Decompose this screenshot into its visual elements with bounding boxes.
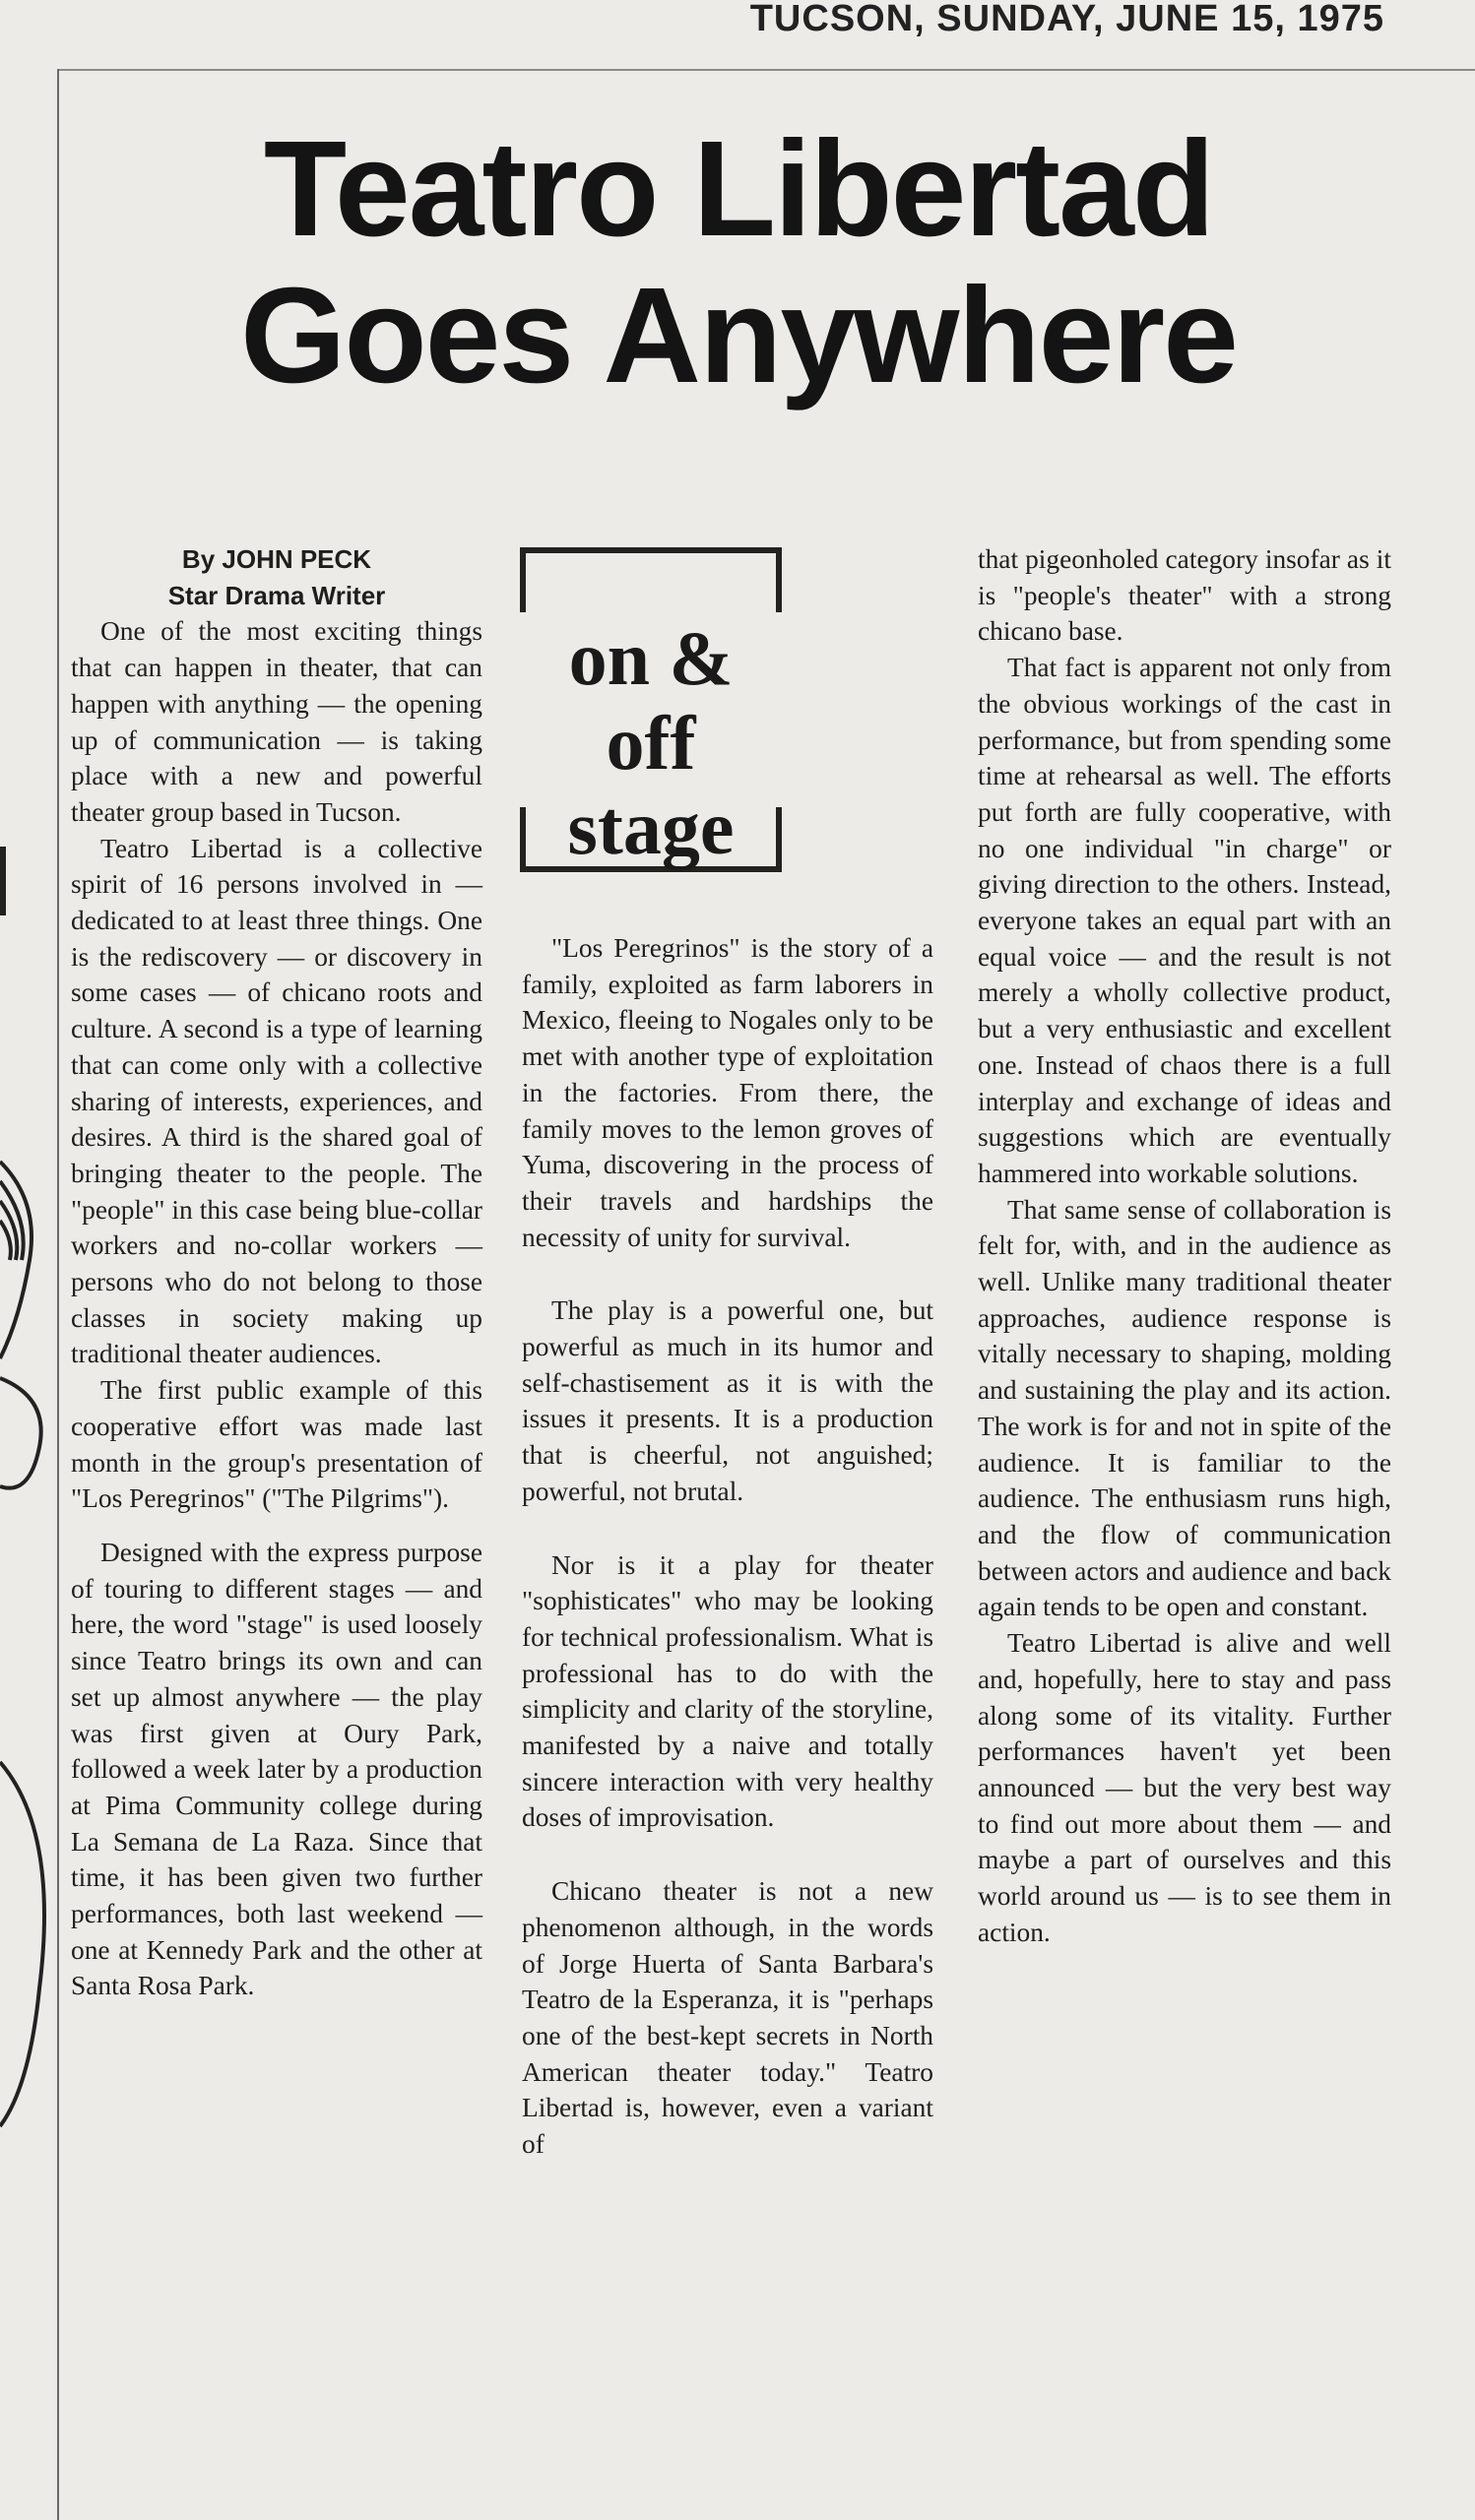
paragraph: Designed with the express purpose of touring to different stages — and here, the word "stage" is used loosely since Teatro brings its own and can set up almost anywhere — the play was first given at Oury Park, followed a week later by a production at Pima Community college during La Semana de La Raza. Since that time, it has been given two further performances, both last weekend — one at Kennedy Park and the other at Santa Rosa Park. [71,1537,482,2001]
paragraph: Teatro Libertad is a collective spirit of 16 persons involved in — dedicated to at least three things. One is the rediscovery — or discovery in some cases — of chicano roots and culture. A second is a type of learning that can come only with a collective sharing of interests, experiences, and desires. A third is the shared goal of bringing theater to the people. The "people" in this case being blue-collar workers and no-collar workers — persons who do not belong to those classes in society making up traditional theater audiences. [71,833,482,1369]
logo-line-2: stage [567,785,735,870]
paragraph: Teatro Libertad is alive and well and, hopefully, here to stay and pass along some of its vitality. Further performances haven't yet been announced — but the very best way to find out more about them — and maybe a part of ourselves and this world around us — is to see them in action. [978,1628,1391,1947]
headline [59,113,1418,412]
column-logo [520,547,782,872]
paragraph: The first public example of this cooperative effort was made last month in the group's presentation of "Los Peregrinos" ("The Pilgrims"). [71,1375,482,1514]
headline-line-1: Teatro Libertad [263,113,1214,265]
paragraph: "Los Peregrinos" is the story of a family, exploited as farm laborers in Mexico, fleeing to Nogales only to be met with another type of exploitation in the factories. From there, the family moves to the lemon groves of Yuma, discovering in the process of their travels and hardships the necessity of unity for survival. [522,933,933,1252]
paragraph: Chicano theater is not a new phenomenon although, in the words of Jorge Huerta of Santa Barbara's Teatro de la Esperanza, it is "perhaps one of the best-kept secrets in North American theater today." Teatro Libertad is, however, even a variant of [522,1876,933,2160]
paragraph: that pigeonholed category insofar as it is "people's theater" with a strong chicano base. [978,544,1391,647]
paragraph: That same sense of collaboration is felt for, with, and in the audience as well. Unlike many traditional theater approaches, audience response is vitally necessary to shaping, molding and sustaining the play and its action. The work is for and not in spite of the audience. It is familiar to the audience. The enthusiasm runs high, and the flow of communication between actors and audience and back again tends to be open and constant. [978,1194,1391,1622]
headline-line-2: Goes Anywhere [240,260,1237,412]
byline-author: By JOHN PECK [181,544,372,574]
article-column-2 [522,930,933,2163]
cropped-illustration [0,847,57,2225]
article-column-1 [71,541,482,2004]
dateline: TUCSON, SUNDAY, JUNE 15, 1975 [749,0,1384,39]
logo-bracket [737,547,782,612]
paragraph: The play is a powerful one, but powerful as much in its humor and self-chastisement as it is with the issues it presents. It is a production that is cheerful, not anguished; powerful, not brutal. [522,1295,933,1506]
article-column-3 [978,541,1391,1950]
logo-text [520,616,782,870]
logo-bracket [520,547,782,553]
paragraph: One of the most exciting things that can happen in theater, that can happen with anything — the opening up of communication — is taking place with a new and powerful theater group based in Tucson. [71,616,482,827]
paragraph: Nor is it a play for theater "sophisticates" who may be looking for technical professionalism. What is professional has to do with the simplicity and clarity of the storyline, manifested by a naive and totally sincere interaction with very healthy doses of improvisation. [522,1549,933,1833]
byline-role: Star Drama Writer [167,580,386,610]
paragraph: That fact is apparent not only from the obvious workings of the cast in performance, but from spending some time at rehearsal as well. The efforts put forth are fully cooperative, with no one individual "in charge" or giving direction to the others. Instead, everyone takes an equal part with an equal voice — and the result is not merely a wholly collective product, but a very enthusiastic and excellent one. Instead of chaos there is a full interplay and exchange of ideas and suggestions which are eventually hammered into workable solutions. [978,653,1391,1188]
logo-line-1: on & off [568,615,734,786]
top-rule [57,69,1475,71]
logo-bracket [520,547,565,612]
left-column-rule [57,69,59,2520]
